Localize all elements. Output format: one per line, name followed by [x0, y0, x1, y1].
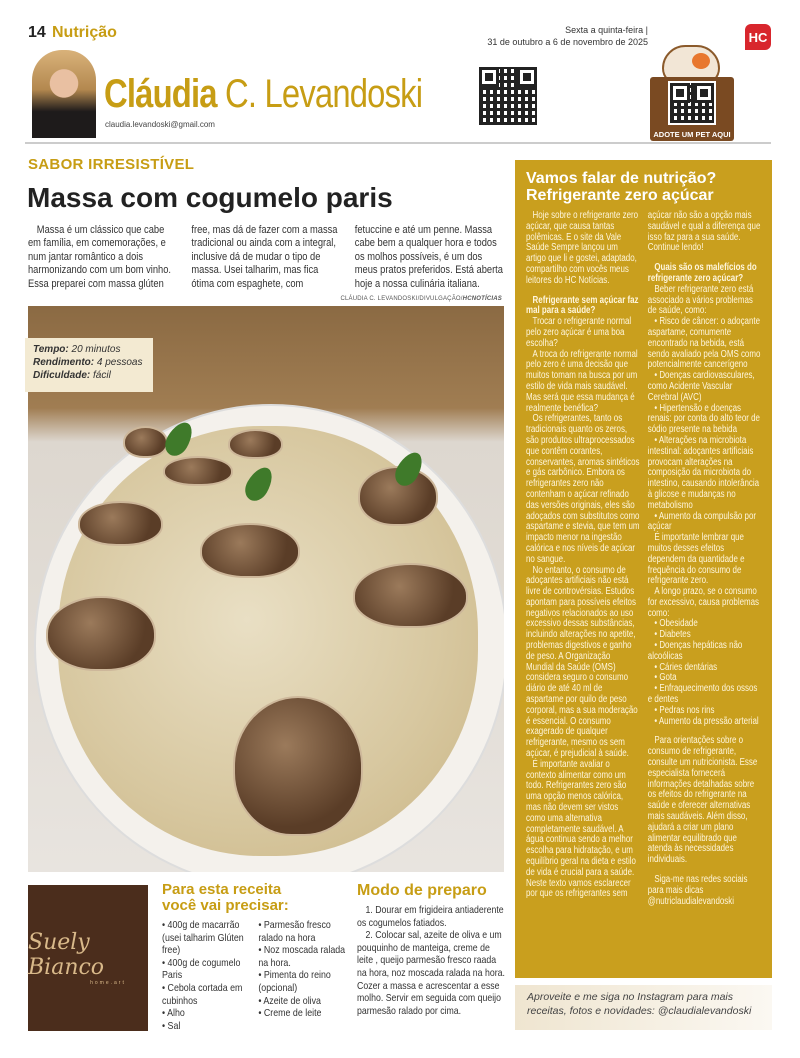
author-photo: [32, 50, 96, 138]
sidebar-paragraph: • Aumento da compulsão por açúcar: [647, 510, 757, 533]
qr-code: [477, 65, 539, 127]
info-label: Tempo:: [33, 344, 69, 355]
sidebar-paragraph: Beber refrigerante zero está associado a vários problemas de saúde, como:: [647, 283, 754, 317]
sidebar-paragraph: É importante lembrar que muitos desses efeitos dependem da quantidade e frequência do consumo de refrigerante zero.: [647, 532, 745, 587]
ingredient-item: • Pimenta do reino (opcional): [258, 970, 331, 994]
ingredient-item: • 400g de macarrão (usei talharim Glúten free): [162, 920, 244, 957]
ingredients-list: [162, 920, 348, 1033]
sidebar-paragraph: • Gota: [654, 672, 677, 684]
pet-qr-code: [668, 81, 716, 125]
ingredients-title-line: você vai precisar:: [162, 897, 289, 914]
preparation-title: Modo de preparo: [357, 882, 487, 899]
ingredient-item: • Creme de leite: [258, 1008, 322, 1020]
sidebar-body: [526, 211, 761, 907]
ingredient-item: • Azeite de oliva: [258, 995, 321, 1007]
ingredient-item: • Cebola cortada em cubinhos: [162, 982, 243, 1007]
sidebar-paragraph: • Hipertensão e doenças renais: por conta do alto teor de sódio presente na bebida: [647, 402, 760, 436]
ingredient-item: • Alho: [162, 1008, 185, 1020]
sidebar-paragraph: É importante avaliar o contexto alimentar como um todo. Refrigerantes zero são uma opção menos calórica, mas não devem ser vistos como uma alternativa completamente saudável. A água continua sendo a melhor escolha para hidratação, e um equilíbrio geral na dieta e estilo de vida é crucial para a saúde. Neste texto vamos esclarecer por que os refrigerantes sem açúcar não são a opção mais saudável e qual a diferença que isso faz para a sua saúde. Continue lendo!: [526, 210, 761, 900]
ingredient-item: • Noz moscada ralada na hora.: [258, 945, 346, 969]
mushroom: [353, 563, 468, 628]
article-title: Massa com cogumelo paris: [27, 182, 393, 213]
ingredients-title: [162, 882, 289, 914]
sidebar-paragraph: • Diabetes: [654, 629, 691, 641]
ingredient-item: • Sal: [162, 1020, 181, 1032]
columnist-first-name: Cláudia: [104, 72, 217, 116]
article-kicker: SABOR IRRESISTÍVEL: [28, 156, 195, 173]
sponsor-tagline: home.art: [90, 980, 126, 986]
credit-brand: HCNOTÍCIAS: [462, 296, 502, 302]
sidebar-subheading: Refrigerante sem açúcar faz mal para a saúde?: [526, 294, 639, 317]
sidebar-paragraph: • Doenças hepáticas não alcoólicas: [647, 640, 743, 662]
sidebar-subheading: Quais são os malefícios do refrigerante zero açúcar?: [647, 262, 757, 284]
date-line-1: Sexta a quinta-feira |: [565, 25, 648, 35]
sign-board: [650, 77, 734, 141]
sponsor-name: Suely Bianco: [28, 930, 105, 980]
header-divider: [25, 142, 771, 144]
mushroom: [228, 429, 283, 459]
sidebar-title-line: Vamos falar de nutrição?: [526, 170, 717, 187]
sidebar-title: [526, 170, 761, 204]
info-label: Rendimento:: [33, 357, 95, 368]
sponsor-logo: [28, 885, 148, 1031]
mushroom: [233, 696, 363, 836]
sidebar-paragraph: • Alterações na microbiota intestinal: adoçantes artificiais provocam alterações na composição da microbiota do intestino, causando intolerância à glicose e mudanças no metabolismo: [647, 434, 760, 511]
instagram-note: Aproveite e me siga no Instagram para mais receitas, fotos e novidades: @claudialevandoski: [515, 985, 772, 1030]
pet-ad-label: ADOTE UM PET AQUI: [653, 130, 731, 139]
mushroom: [123, 426, 168, 458]
photo-credit: [340, 296, 502, 302]
columnist-email: claudia.levandoski@gmail.com: [105, 120, 215, 129]
ingredient-item: • Parmesão fresco ralado na hora: [258, 920, 331, 944]
sidebar-paragraph: • Cáries dentárias: [654, 661, 718, 673]
info-label: Dificuldade:: [33, 370, 91, 381]
preparation-steps: [357, 905, 507, 1018]
credit-text: CLÁUDIA C. LEVANDOSKI/DIVULGAÇÃO/: [340, 296, 463, 302]
info-difficulty: [33, 369, 145, 382]
section-title: Nutrição: [52, 24, 117, 41]
info-yield: [33, 356, 145, 369]
sidebar-paragraph: A longo prazo, se o consumo for excessivo, causa problemas como:: [647, 586, 760, 619]
ingredients-title-line: Para esta receita: [162, 881, 282, 898]
issue-date: [487, 24, 648, 48]
sidebar-paragraph: No entanto, o consumo de adoçantes artificiais não está livre de controvérsias. Estudos apontam para possíveis efeitos negativos relacionados ao uso excessivo dessas substâncias, incluindo alterações no apetite, problemas digestivos e ganho de peso. A Organização Mundial da Saúde (OMS) considera seguro o consumo diário de até 40 ml de aspartame por quilo de peso corporal, mas a sua moderação é essencial. O consumo exagerado de qualquer refrigerante, mesmo os sem açúcar, é prejudicial à saúde.: [526, 564, 638, 760]
mushroom: [200, 523, 300, 578]
sidebar-paragraph: • Enfraquecimento dos ossos e dentes: [647, 683, 758, 706]
info-value: 4 pessoas: [96, 357, 143, 368]
sidebar-paragraph: A troca do refrigerante normal pelo zero é uma decisão que muitos tomam na busca por um estilo de vida mais saudável. Mas será que essa mudança é realmente benéfica?: [526, 348, 638, 414]
preparation-step: 2. Colocar sal, azeite de oliva e um pouquinho de manteiga, creme de leite , queijo parmesão fresco raada na hora, noz moscada ralada na hora. Cozer a massa e acrescentar a esse molho. Servir em seguida com queijo parmesão ralado por cima.: [357, 930, 505, 1017]
sidebar-paragraph: • Doenças cardiovasculares, como Acidente Vascular Cerebral (AVC): [647, 370, 755, 403]
info-value: 20 minutos: [71, 344, 121, 355]
date-line-2: 31 de outubro a 6 de novembro de 2025: [487, 37, 648, 47]
sidebar-paragraph: Hoje sobre o refrigerante zero açúcar, que causa tantas polêmicas. E o site da Vale Saúde Sempre lançou um artigo que li e gostei, adaptado, compartilho com vocês meus leitores do HC Notícias.: [526, 210, 639, 286]
columnist-name: [104, 72, 422, 117]
recipe-info-box: [25, 338, 153, 392]
columnist-last-name: C. Levandoski: [225, 72, 423, 116]
mushroom: [78, 501, 163, 546]
mushroom: [46, 596, 156, 671]
mushroom: [163, 456, 233, 486]
sidebar-paragraph: • Obesidade: [654, 618, 698, 630]
sidebar-paragraph: • Aumento da pressão arterial: [654, 715, 759, 727]
sidebar-title-line: Refrigerante zero açúcar: [526, 187, 714, 204]
pet-adoption-ad: [648, 45, 736, 141]
info-value: fácil: [93, 370, 111, 381]
sidebar-paragraph: Para orientações sobre o consumo de refrigerante, consulte um nutricionista. Esse especialista fornecerá informações detalhadas sobre os efeitos do refrigerante na saúde e oferecer alternativas mais saudáveis. Além disso, ajudará a criar um plano alimentar equilibrado que atenda às necessidades individuais.: [647, 735, 758, 866]
sidebar-paragraph: • Pedras nos rins: [654, 704, 715, 716]
sidebar-paragraph: Trocar o refrigerante normal pelo zero açúcar é uma boa escolha?: [526, 316, 632, 349]
sidebar-paragraph: Os refrigerantes, tanto os tradicionais quanto os zeros, são produtos ultraprocessados que contêm corantes, conservantes, aromas sintéticos e gás carbônico. Embora os refrigerantes zero não contenham o açúcar refinado das versões originais, eles são adoçados com substitutos como aspartame e stevia, que tem um impacto menor na ingestão calórica e nos níveis de açúcar no sangue.: [526, 413, 640, 565]
preparation-step: 1. Dourar em frigideira antiaderente os cogumelos fatiados.: [357, 905, 504, 929]
sidebar-paragraph: • Risco de câncer: o adoçante aspartame, comumente encontrado na bebida, está sendo avaliado pela OMS como potencialmente cancerígeno: [647, 316, 761, 371]
sidebar-paragraph: Siga-me nas redes sociais para mais dicas @nutriclaudialevandoski: [647, 874, 748, 907]
info-time: [33, 343, 145, 356]
article-intro: Massa é um clássico que cabe em família, em comemorações, e num jantar romântico a dois harmonizando com um bom vinho. Essa preparei com massa glúten free, mas dá de fazer com a massa tradicional ou ainda com a integral, inclusive dá de mudar o tipo de massa. Usei talharim, mas fica ótima com espaghete, com fetuccine e até um penne. Massa cabe bem a qualquer hora e todos os molhos possíveis, é um dos meus pratos preferidos. Está aberta hoje a nossa culinária italiana.: [28, 224, 503, 290]
ingredient-item: • 400g de cogumelo Paris: [162, 957, 241, 982]
page-number: 14: [28, 24, 46, 41]
nutrition-sidebar: [515, 160, 772, 978]
hc-logo: HC: [745, 24, 771, 50]
